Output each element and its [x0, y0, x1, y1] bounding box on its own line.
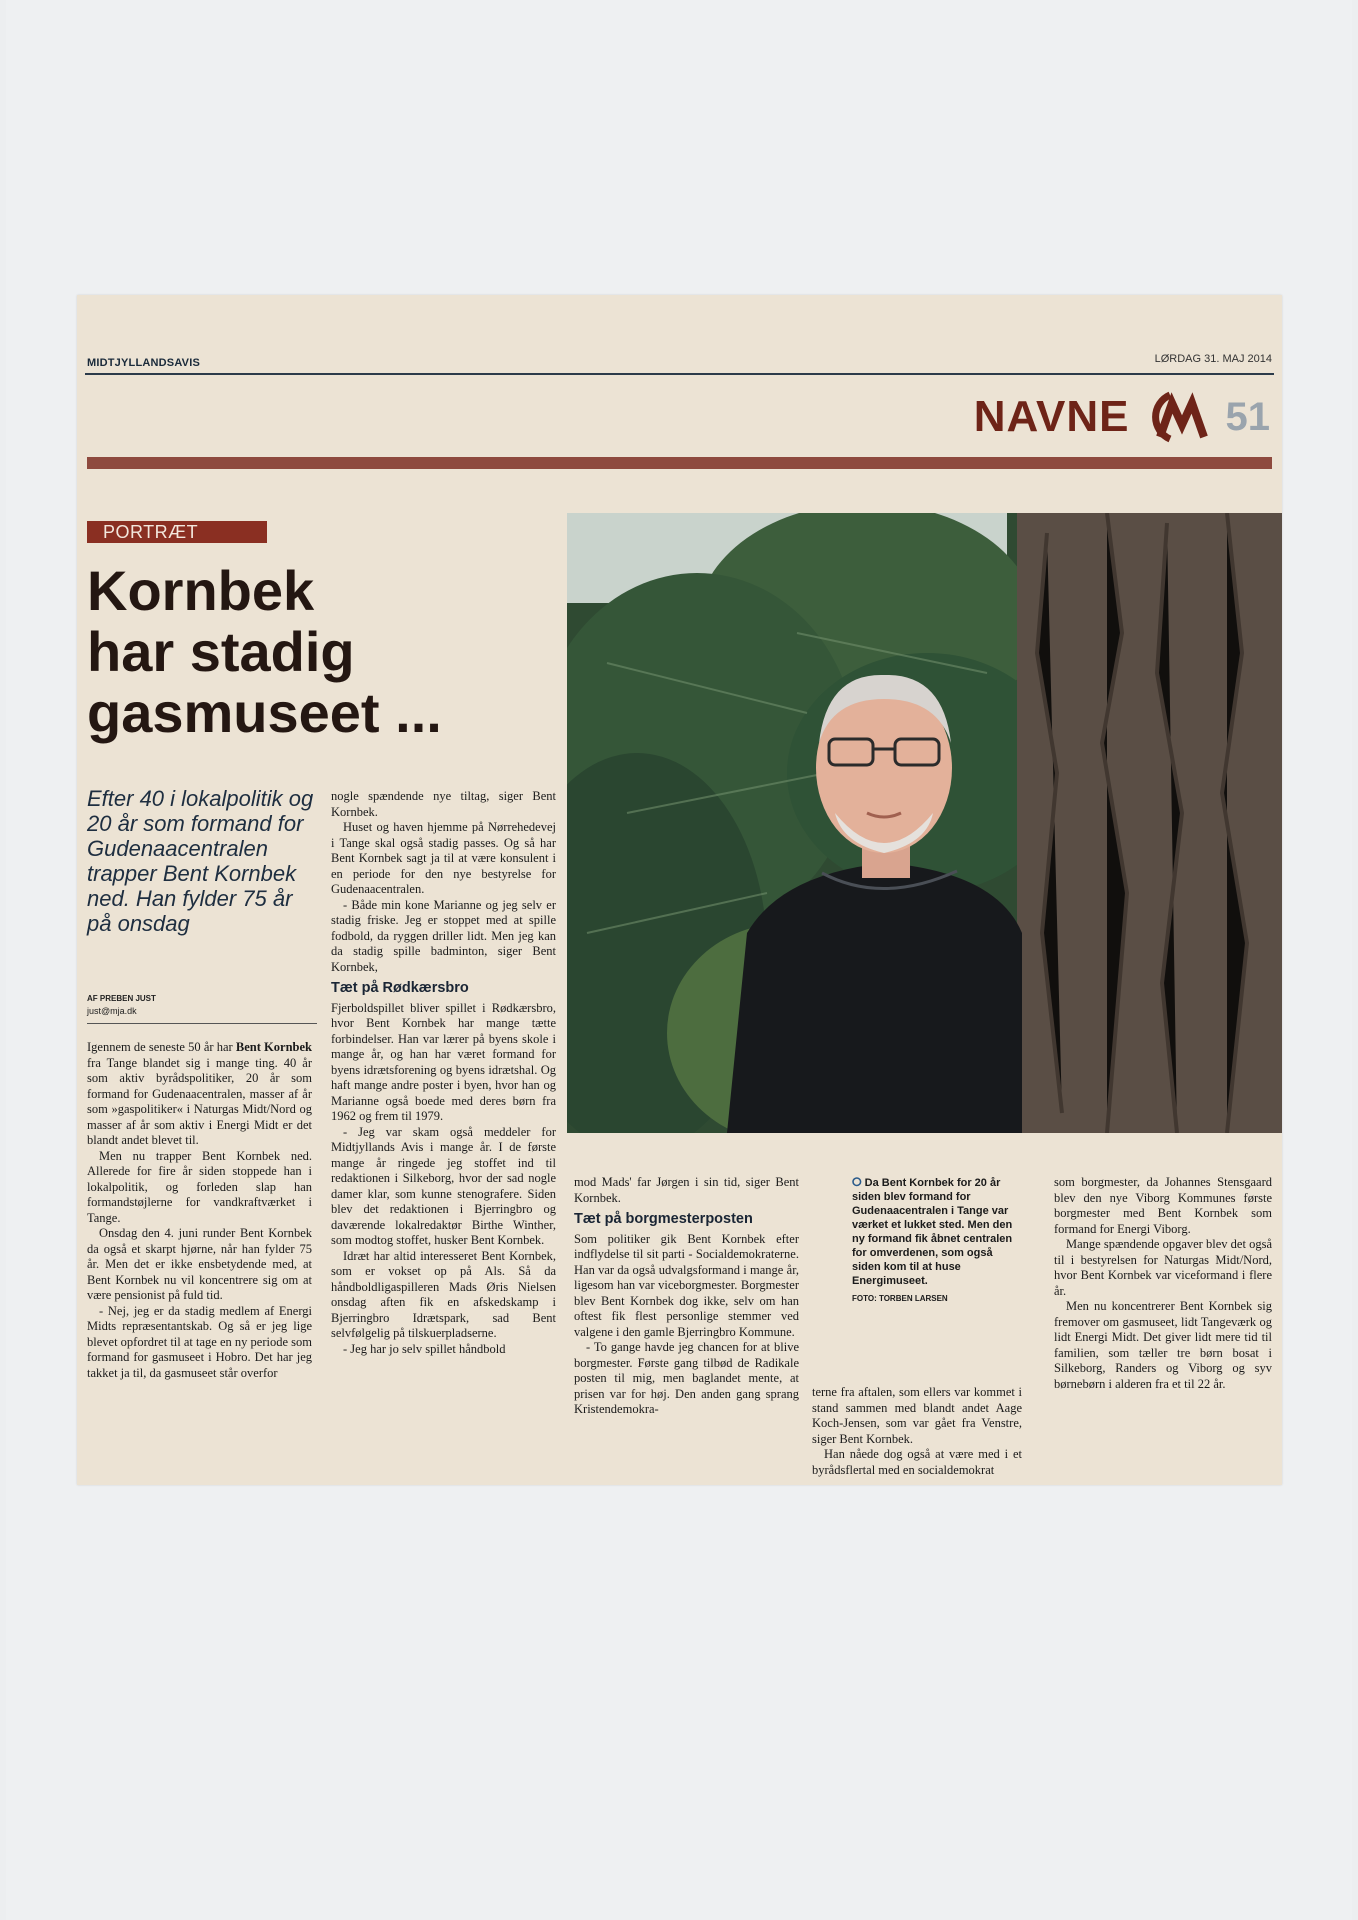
paragraph: - Jeg var skam også meddeler for Midtjyllands Avis i mange år. I de første mange år ringede jeg stoffet ind til redaktionen i Silkeborg, hvor der sad nogle damer klar, som kunne stenografere. Siden blev det redaktionen i Bjerringbro og daværende lokalredaktør Birthe Winther, som modtog stoffet, husker Bent Kornbek.	[331, 1124, 556, 1247]
paragraph: Som politiker gik Bent Kornbek efter indflydelse til sit parti - Socialdemokraterne. Han var da også udvalgsformand i mange år, ligesom han var viceborgmester. Borgmester blev Bent Kornbek dog ikke, selv om han oftest fik flest personlige stemmer ved valgene i den gamle Bjerringbro Kommune.	[574, 1231, 799, 1339]
paragraph: - Nej, jeg er da stadig medlem af Energi Midts repræsentantskab. Og så er jeg lige blevet opfordret til at tage en ny periode som formand for gasmuseet i Hobro. Det har jeg takket ja til, da gasmuseet står overfor	[87, 1303, 312, 1380]
byline-author: AF PREBEN JUST	[87, 994, 156, 1003]
paragraph: Fjerboldspillet bliver spillet i Rødkærsbro, hvor Bent Kornbek har mange tætte forbindelser. Han var lærer på byens skole i mange år, og han har været formand for byens idrætsforening og byens idrætshal. Og haft mange andre poster i byen, hvor han og Marianne også boede med deres børn fra 1962 og frem til 1979.	[331, 1000, 556, 1123]
article-column-5	[1054, 1175, 1272, 1392]
article-lead: Efter 40 i lokalpolitik og 20 år som formand for Gudenaacentralen trapper Bent Kornbek ned. Han fylder 75 år på onsdag	[87, 786, 314, 936]
paragraph: - Både min kone Marianne og jeg selv er stadig friske. Jeg er stoppet med at spille fodbold, da ryggen driller lidt. Men jeg kan da stadig spille badminton, siger Bent Kornbek,	[331, 897, 556, 974]
section-header	[974, 391, 1270, 443]
article-column-1	[87, 1040, 312, 1381]
paragraph: terne fra aftalen, som ellers var kommet i stand sammen med blandt andet Aage Koch-Jensen, som var gået fra Venstre, siger Bent Kornbek.	[812, 1385, 1022, 1446]
paragraph: mod Mads' far Jørgen i sin tid, siger Bent Kornbek.	[574, 1175, 799, 1205]
paragraph: Onsdag den 4. juni runder Bent Kornbek da også et skarpt hjørne, når han fylder 75 år. Men det er ikke ensbetydende med, at Bent Kornbek nu vil koncentrere sig om at være pensionist på fuld tid.	[87, 1226, 312, 1302]
photo-credit: FOTO: TORBEN LARSEN	[852, 1294, 948, 1303]
paragraph: Idræt har altid interesseret Bent Kornbek, som er vokset op på Als. Så da håndboldligaspilleren Mads Øris Nielsen onsdag aften fik en afskedskamp i Bjerringbro Idrætspark, sad Bent selvfølgelig på tilskuerpladserne.	[331, 1248, 556, 1340]
paragraph: som borgmester, da Johannes Stensgaard blev den nye Viborg Kommunes første borgmester med Bent Kornbek som formand for Energi Viborg.	[1054, 1175, 1272, 1236]
subheading-rodkaersbro: Tæt på Rødkærsbro	[331, 980, 469, 996]
portrait-photo	[567, 513, 1282, 1133]
section-rule	[87, 457, 1272, 469]
caption-bullet-icon: ⭘	[852, 1175, 862, 1189]
paragraph: Mange spændende opgaver blev det også til i bestyrelsen for Naturgas Midt/Nord, hvor Bent Kornbek var viceformand i flere år.	[1054, 1237, 1272, 1298]
article-column-2	[331, 789, 556, 1357]
byline-email: just@mja.dk	[87, 1006, 137, 1016]
section-name: NAVNE	[973, 392, 1130, 441]
article-kicker: PORTRÆT	[87, 521, 267, 543]
page-number: 51	[1225, 394, 1270, 439]
article-column-3	[574, 1175, 799, 1418]
photo-caption	[852, 1175, 1017, 1306]
paragraph: Igennem de seneste 50 år har Bent Kornbek fra Tange blandet sig i mange ting. 40 år som aktiv byrådspolitiker, 20 år som formand for Gudenaacentralen, masser af år som »gaspolitiker« i Naturgas Midt/Nord og masser af år som aktiv i Energi Midt er det blandt andet blevet til.	[87, 1040, 312, 1147]
subheading-borgmesterposten: Tæt på borgmesterposten	[574, 1211, 753, 1227]
paragraph: Men nu trapper Bent Kornbek ned. Allerede for fire år siden stoppede han i lokalpolitik, og forleden slap han formandstøjlerne for vandkraftværket i Tange.	[87, 1148, 312, 1225]
byline	[87, 993, 317, 1024]
paragraph: nogle spændende nye tiltag, siger Bent Kornbek.	[331, 789, 556, 819]
caption-text: Da Bent Kornbek for 20 år siden blev formand for Gudenaacentralen i Tange var værket et lukket sted. Men den ny formand fik åbnet centralen for omverdenen, som også siden kom til at huse Energimuseet.	[852, 1177, 1013, 1287]
paragraph: - To gange havde jeg chancen for at blive borgmester. Første gang tilbød de Radikale posten til mig, men baglandet mente, at prisen var for høj. Den anden gang sprang Kristendemokra-	[574, 1340, 799, 1416]
issue-date: LØRDAG 31. MAJ 2014	[1154, 353, 1272, 365]
newspaper-clipping	[77, 295, 1282, 1485]
newspaper-name: MIDTJYLLANDSAVIS	[87, 357, 201, 369]
paragraph: Han nåede dog også at være med i et byrådsflertal med en socialdemokrat	[812, 1447, 1022, 1477]
header-rule	[85, 373, 1274, 375]
paragraph: - Jeg har jo selv spillet håndbold	[343, 1341, 506, 1356]
paragraph: Men nu koncentrerer Bent Kornbek sig fremover om gasmuseet, lidt Tangeværk og lidt Energi Midt. Det giver lidt mere tid til familien, som tæller tre børn bosat i Silkeborg, Randers og Viborg og syv børnebørn i alderen fra et til 22 år.	[1054, 1299, 1272, 1391]
paragraph: Huset og haven hjemme på Nørrehedevej i Tange skal også stadig passes. Og så har Bent Kornbek sagt ja til at være konsulent i en periode for den nye bestyrelse for Gudenaacentralen.	[331, 820, 556, 896]
article-headline: Kornbek har stadig gasmuseet ...	[87, 559, 442, 744]
portrait-illustration	[567, 513, 1282, 1133]
article-column-4	[812, 1385, 1022, 1478]
newspaper-logo-icon	[1142, 391, 1214, 443]
